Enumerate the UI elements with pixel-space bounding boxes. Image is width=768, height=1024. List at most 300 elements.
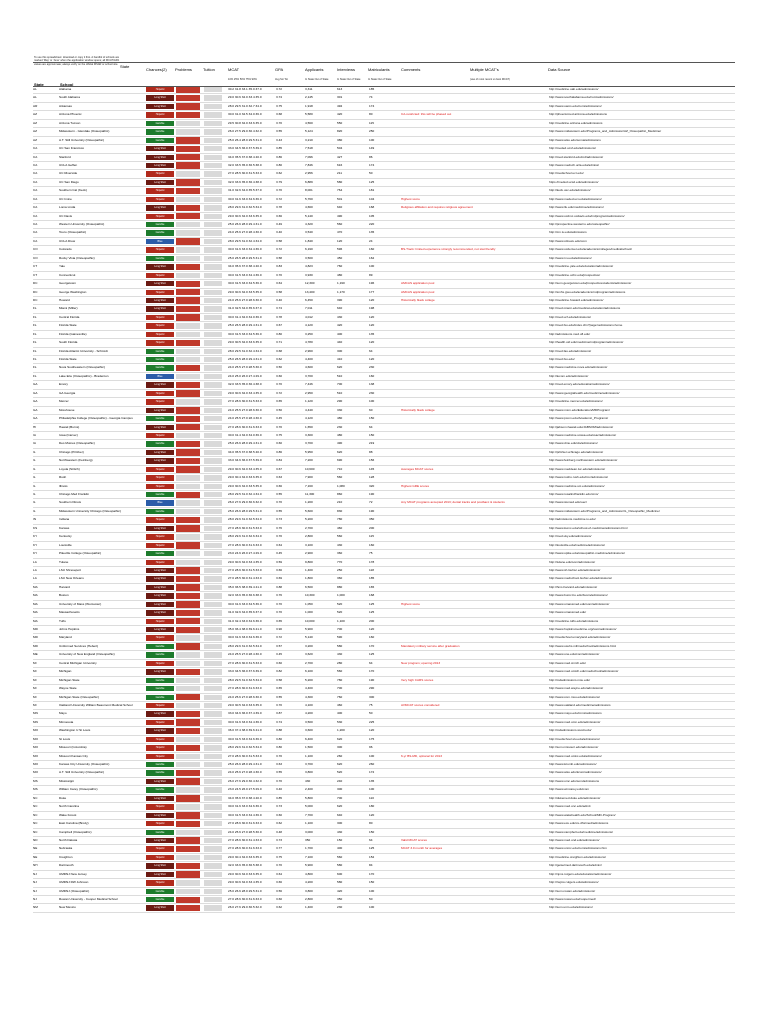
table-row[interactable]	[33, 820, 735, 828]
comments-cell	[401, 356, 469, 363]
data-source-link[interactable]: http://www.medsch.ucla.edu/admiss/	[549, 162, 600, 167]
table-row[interactable]	[33, 213, 735, 221]
table-row[interactable]	[33, 381, 735, 389]
matriculants-cell: 115	[369, 120, 374, 125]
table-row[interactable]	[33, 778, 735, 786]
table-row[interactable]	[33, 491, 735, 499]
state-cell: CA	[33, 213, 38, 218]
data-source-link[interactable]: http://meded.ucsf.edu/admissions/	[549, 146, 596, 151]
tuition-cell	[204, 104, 222, 109]
chance-status-badge: Long Shot	[146, 425, 174, 430]
applicants-cell: 1,700	[305, 846, 313, 851]
mcat-subheader: 10% 25% 50% 75% 90%	[228, 78, 257, 81]
data-source-link[interactable]: http://med.fau.edu/admissions/	[549, 348, 592, 353]
table-row[interactable]	[33, 457, 735, 465]
data-source-link[interactable]: http://www.pcom.edu/Academic_Programs/	[549, 416, 609, 421]
tuition-cell	[204, 880, 222, 885]
chance-status-badge: Gamble	[146, 686, 174, 691]
state-cell: KY	[33, 542, 38, 547]
data-source-link[interactable]: http://medicine.mercer.edu/admissions/	[549, 399, 603, 404]
data-source-link[interactable]: http://www.umassmed.edu/som/admissions/	[549, 601, 610, 606]
data-source-link[interactable]: http://louisville.edu/medicine/admissions/	[549, 542, 605, 547]
school-name-cell: Lake Erie (Osteopathic) - Bradenton	[59, 373, 109, 378]
data-source-link[interactable]: http://www.unmc.edu/com/admissions.htm	[549, 846, 607, 851]
table-row[interactable]	[33, 761, 735, 769]
table-row[interactable]	[33, 305, 735, 313]
table-row[interactable]	[33, 660, 735, 668]
table-row[interactable]	[33, 364, 735, 372]
col-header-state-flag: State	[120, 64, 130, 69]
data-source-link[interactable]: http://health.usf.edu/medicine/mdprogram/admissions/	[549, 340, 624, 345]
data-source-link[interactable]: http://www.bumc.bu.edu/busm/admissions/	[549, 593, 608, 598]
data-source-link[interactable]: http://med.stanford.edu/md/admissions/	[549, 154, 604, 159]
comments-cell: AVMCAT scores considered	[401, 702, 440, 707]
comments-cell	[401, 432, 469, 439]
data-source-link[interactable]: http://www.med.und.edu/admissions/	[549, 837, 600, 842]
state-cell: MA	[33, 610, 38, 615]
data-source-link[interactable]: http://www.umassmed.edu/	[549, 610, 587, 615]
data-source-link[interactable]: http://admissions.medicine.iu.edu/	[549, 517, 596, 522]
applicants-cell: 7,100	[305, 854, 313, 859]
data-source-link[interactable]: http://lecom.edu/admissions/	[549, 373, 589, 378]
chance-status-badge: Long Shot	[146, 872, 174, 877]
table-row[interactable]	[33, 137, 735, 145]
mcat-percentiles-cell: 32.0 33.6 35.0 36.6 38.0	[228, 593, 262, 598]
data-source-link[interactable]: http://hms.harvard.edu/admissions/	[549, 584, 598, 589]
table-row[interactable]	[33, 643, 735, 651]
table-row[interactable]	[33, 904, 735, 912]
data-source-link[interactable]: http://www.rvu.edu/admissions/	[549, 255, 592, 260]
table-row[interactable]	[33, 879, 735, 887]
data-source-link[interactable]: http://www.atsu.edu/soma/admissions	[549, 137, 601, 142]
chance-status-badge: Long Shot	[146, 669, 174, 674]
table-row[interactable]	[33, 272, 735, 280]
comments-cell: CA-restricted: this will be phased out	[401, 112, 452, 117]
table-row[interactable]	[33, 474, 735, 482]
table-row[interactable]	[33, 702, 735, 710]
interviews-cell: 490	[337, 213, 343, 218]
table-row[interactable]	[33, 238, 735, 246]
data-source-link[interactable]: http://www.atsu.edu/kcom/admissions/	[549, 770, 602, 775]
data-source-link[interactable]: http://www.msm.edu/Education/MDProgram/	[549, 407, 610, 412]
interviews-cell: 560	[337, 854, 343, 859]
interviews-cell: 460	[337, 702, 343, 707]
table-row[interactable]	[33, 609, 735, 617]
problems-cell	[176, 567, 200, 573]
table-row[interactable]	[33, 162, 735, 170]
tuition-cell	[204, 635, 222, 640]
comments-cell: Historically black college	[401, 407, 435, 412]
chance-status-badge: Long Shot	[146, 779, 174, 784]
data-source-link[interactable]: http://www.wakehealth.edu/School/MD-Program/	[549, 812, 616, 817]
data-source-link[interactable]: http://www.llu.edu/medicine/admissions/	[549, 205, 604, 210]
table-row[interactable]	[33, 567, 735, 575]
data-source-link[interactable]: http://www.meded.uci.edu/admissions/	[549, 196, 602, 201]
table-row[interactable]	[33, 559, 735, 567]
data-source-link[interactable]: http://www.feinberg.northwestern.edu/admissions/	[549, 458, 618, 463]
table-row[interactable]	[33, 719, 735, 727]
data-source-link[interactable]: http://www.med.umich.edu/medschool/admissions/	[549, 669, 619, 674]
data-source-link[interactable]: http://pritzker.uchicago.edu/admissions/	[549, 449, 604, 454]
data-source-link[interactable]: http://som.rowan.edu/admissions/	[549, 888, 596, 893]
data-source-link[interactable]: http://med.uky.edu/admissions/	[549, 534, 592, 539]
table-row[interactable]	[33, 575, 735, 583]
matriculants-cell: 100	[369, 399, 375, 404]
data-source-link[interactable]: http://medicine.howard.edu/admissions/	[549, 297, 604, 302]
table-row[interactable]	[33, 753, 735, 761]
matriculants-cell: 104	[369, 196, 375, 201]
table-row[interactable]	[33, 795, 735, 803]
matriculants-cell: 174	[369, 103, 375, 108]
data-source-link[interactable]: http://med.ucf.edu/admissions/	[549, 314, 591, 319]
table-row[interactable]	[33, 415, 735, 423]
applicants-cell: 5,900	[305, 627, 313, 631]
tuition-cell	[204, 560, 222, 565]
data-source-link[interactable]: http://www.campbell.edu/medicine/admissions/	[549, 829, 613, 834]
table-row[interactable]	[33, 229, 735, 237]
applicants-cell: 4,200	[305, 880, 313, 885]
instructions-note: To use this spreadsheet: download or copy it first. A handful of schools are marked 'May' or 'June' when the application window opens; all MCAT/GPA values are approximate; always verify on the official MSAR or school site.	[34, 56, 120, 66]
data-source-link[interactable]: http://geiselmed.dartmouth.edu/admin/	[549, 863, 602, 868]
table-row[interactable]	[33, 685, 735, 693]
table-row[interactable]	[33, 86, 735, 94]
table-row[interactable]	[33, 550, 735, 558]
data-source-link[interactable]: http://www.southalabama.edu/com/admissions/	[549, 95, 614, 100]
table-row[interactable]	[33, 499, 735, 507]
table-row[interactable]	[33, 390, 735, 398]
table-row[interactable]	[33, 280, 735, 288]
table-row[interactable]	[33, 322, 735, 330]
data-source-link[interactable]: http://www.hopkinsmedicine.org/som/admissions/	[549, 627, 617, 631]
interviews-cell: 501	[337, 196, 343, 201]
table-row[interactable]	[33, 398, 735, 406]
interviews-cell: 427	[337, 154, 343, 159]
problems-cell	[176, 289, 200, 295]
data-source-link[interactable]: http://keck.usc.edu/admission/	[549, 188, 591, 193]
table-row[interactable]	[33, 803, 735, 811]
school-name-cell: Connecticut	[59, 272, 76, 277]
table-row[interactable]	[33, 854, 735, 862]
data-source-link[interactable]: http://www.medschool.lsuhsc.edu/admissions/	[549, 576, 612, 581]
tuition-cell	[204, 298, 222, 303]
table-row[interactable]	[33, 339, 735, 347]
state-cell: MS	[33, 778, 38, 783]
data-source-link[interactable]: http://tulane.edu/som/admissions/	[549, 559, 596, 564]
tuition-cell	[204, 602, 222, 607]
table-row[interactable]	[33, 111, 735, 119]
data-source-link[interactable]: http://medschool.umaryland.edu/admissions/	[549, 635, 611, 640]
gpa-cell: 3.64	[276, 542, 283, 547]
table-row[interactable]	[33, 128, 735, 136]
interviews-cell: 300	[337, 787, 343, 792]
chance-status-badge: Hopeful	[146, 290, 174, 295]
table-row[interactable]	[33, 744, 735, 752]
data-source-link[interactable]: http://som.missouri.edu/admissions/	[549, 745, 599, 750]
interviews-cell: 560	[337, 669, 343, 674]
tuition-cell	[204, 838, 222, 843]
mcat-percentiles-cell: 27.0 28.5 30.0 31.5 33.0	[228, 171, 262, 176]
comments-cell	[401, 322, 469, 329]
data-source-link[interactable]: http://admissions.med.ufl.edu/	[549, 331, 591, 336]
chance-status-badge: Long Shot	[146, 593, 174, 598]
data-source-link[interactable]: http://www.cdrewu.edu/com	[549, 238, 587, 243]
table-row[interactable]	[33, 145, 735, 153]
table-row[interactable]	[33, 651, 735, 659]
comments-cell	[401, 829, 469, 836]
data-source-link[interactable]: http://www.georgiahealth.edu/medicine/admissions/	[549, 390, 620, 395]
table-row[interactable]	[33, 668, 735, 676]
matriculants-cell: 100	[369, 753, 375, 758]
data-source-link[interactable]: http://www.midwestern.edu/Programs_and_Admission/AZ_Osteopathic_Medicine/	[549, 129, 662, 134]
table-row[interactable]	[33, 255, 735, 263]
applicants-cell: 2,800	[305, 897, 313, 901]
applicants-cell: 7,200	[305, 458, 313, 463]
data-source-link[interactable]: http://smhs.gwu.edu/academics/mdprogram/admissions	[549, 289, 626, 294]
school-name-cell: Central Florida	[59, 314, 80, 319]
table-row[interactable]	[33, 483, 735, 491]
interviews-cell: 520	[337, 601, 343, 606]
table-row[interactable]	[33, 829, 735, 837]
data-source-link[interactable]: http://www.sh.lsuhsc.edu/admissions/	[549, 567, 601, 572]
interviews-cell: 550	[337, 120, 343, 125]
table-row[interactable]	[33, 314, 735, 322]
table-row[interactable]	[33, 634, 735, 642]
state-cell: AZ	[33, 112, 37, 117]
table-row[interactable]	[33, 466, 735, 474]
state-cell: FL	[33, 357, 37, 361]
chance-status-badge: Long Shot	[146, 104, 174, 109]
data-source-link[interactable]: http://www.rosalindfranklin.edu/cms/	[549, 492, 599, 496]
table-row[interactable]	[33, 592, 735, 600]
table-row[interactable]	[33, 677, 735, 685]
data-source-link[interactable]: https://meded.ucsd.edu/admissions/	[549, 179, 599, 184]
table-row[interactable]	[33, 373, 735, 381]
data-source-link[interactable]: http://mdadmissions.wustl.edu/	[549, 728, 592, 733]
problems-cell	[176, 686, 200, 691]
table-row[interactable]	[33, 204, 735, 212]
data-source-link[interactable]: http://med.emory.edu/education/admissions/	[549, 382, 610, 387]
school-name-cell: Maryland	[59, 635, 72, 640]
data-source-link[interactable]: http://www.meddean.luc.edu/admissions/	[549, 466, 606, 471]
table-row[interactable]	[33, 407, 735, 415]
table-row[interactable]	[33, 736, 735, 744]
table-row[interactable]	[33, 584, 735, 592]
data-source-link[interactable]: http://dukemed.duke.edu/admissions/	[549, 795, 601, 800]
gpa-cell: 3.76	[276, 593, 283, 598]
data-source-link[interactable]: http://som.unm.edu/admissions/	[549, 905, 593, 910]
table-row[interactable]	[33, 432, 735, 440]
data-source-link[interactable]: http://med.fsu.edu/	[549, 357, 575, 361]
table-row[interactable]	[33, 297, 735, 305]
applicants-cell: 5,950	[305, 449, 313, 454]
table-row[interactable]	[33, 618, 735, 626]
school-name-cell: UMDNJ (Osteopathic)	[59, 888, 90, 893]
data-source-link[interactable]: http://rwjms.rutgers.edu/admissions/	[549, 880, 599, 885]
data-source-link[interactable]: http://prospective.westernu.edu/osteopathic/	[549, 222, 610, 226]
data-source-link[interactable]: http://www.medicine.nova.edu/admissions/	[549, 365, 608, 370]
table-row[interactable]	[33, 626, 735, 634]
data-source-link[interactable]: http://www.wmcarey.edu/com	[549, 787, 590, 792]
problems-cell	[176, 222, 200, 227]
table-row[interactable]	[33, 769, 735, 777]
data-source-link[interactable]: http://medicine.uab.edu/admissions/	[549, 87, 599, 91]
data-source-link[interactable]: http://www.siumed.edu/oec/	[549, 500, 587, 505]
interviews-cell: 600	[337, 871, 343, 876]
gpa-cell: 3.69	[276, 576, 283, 581]
data-source-link[interactable]: http://www.kumc.edu/school-of-medicine/admissions.html	[549, 525, 628, 530]
data-source-link[interactable]: http://medschool.slu.edu/admissions/	[549, 736, 600, 741]
mcat-percentiles-cell: 29.0 30.5 32.0 33.6 35.0	[228, 340, 262, 345]
table-row[interactable]	[33, 845, 735, 853]
table-row[interactable]	[33, 601, 735, 609]
data-source-link[interactable]: http://www.mayo.edu/mms/admissions	[549, 711, 602, 716]
table-row[interactable]	[33, 356, 735, 364]
data-source-link[interactable]: http://medschool.ucr.edu/	[549, 171, 584, 176]
table-row[interactable]	[33, 888, 735, 896]
table-row[interactable]	[33, 786, 735, 794]
table-row[interactable]	[33, 837, 735, 845]
data-source-link[interactable]: http://mdadmissions.msu.edu/	[549, 677, 591, 682]
problems-cell	[176, 390, 200, 396]
data-source-link[interactable]: http://www.rowan.edu/coopermed/	[549, 897, 596, 901]
mcat-percentiles-cell: 36.0 37.4 38.0 39.6 41.0	[228, 728, 262, 733]
table-row[interactable]	[33, 516, 735, 524]
table-row[interactable]	[33, 187, 735, 195]
data-source-link[interactable]: http://www.upike.edu/osteopathic-medicine/admissions/	[549, 551, 625, 556]
table-row[interactable]	[33, 533, 735, 541]
interviews-cell: 1,170	[337, 289, 345, 294]
table-row[interactable]	[33, 94, 735, 102]
table-row[interactable]	[33, 348, 735, 356]
table-row[interactable]	[33, 710, 735, 718]
data-source-link[interactable]: http://www.une.edu/com/admissions/	[549, 652, 600, 657]
table-row[interactable]	[33, 424, 735, 432]
interviews-cell: 330	[337, 407, 343, 412]
tuition-cell	[204, 450, 222, 455]
data-source-link[interactable]: http://www.dmu.edu/do/admissions/	[549, 441, 598, 446]
table-row[interactable]	[33, 449, 735, 457]
table-row[interactable]	[33, 196, 735, 204]
school-name-cell: Dartmouth	[59, 863, 74, 868]
col-header-multiple-mcat: Multiple MCAT's	[470, 67, 499, 72]
mcat-percentiles-cell: 29.5 30.8 32.0 33.6 35.0	[228, 120, 262, 125]
state-cell: GA	[33, 416, 38, 421]
data-source-link[interactable]: http://med.miami.edu/medical-education/admissions	[549, 306, 621, 311]
gpa-cell: 3.72	[276, 390, 283, 395]
data-source-link[interactable]: http://med.fsu.edu/index.cfm?page=admissions.home	[549, 323, 623, 328]
data-source-link[interactable]: http://www.med.umkc.edu/admissions/	[549, 753, 602, 758]
data-source-link[interactable]: http://medicine.creighton.edu/admissions/	[549, 854, 606, 859]
tuition-cell	[204, 703, 222, 708]
data-source-link[interactable]: http://www.ucdenver.edu/academics/colleges/medicalschool/	[549, 247, 632, 252]
school-name-cell: Indiana	[59, 517, 70, 522]
mcat-percentiles-cell: 31.0 32.5 34.0 35.6 37.0	[228, 306, 262, 311]
data-source-link[interactable]: http://som.georgetown.edu/prospectivestudents/admissions/	[549, 281, 632, 286]
table-row[interactable]	[33, 120, 735, 128]
data-source-link[interactable]: http://www.uams.edu/com/admissions/	[549, 103, 602, 108]
data-source-link[interactable]: http://jabsom.hawaii.edu/JABSOM/admissions/	[549, 424, 614, 429]
data-source-link[interactable]: http://www.ucdmc.ucdavis.edu/mdprogram/admissions/	[549, 213, 625, 218]
table-row[interactable]	[33, 542, 735, 550]
table-row[interactable]	[33, 871, 735, 879]
data-source-link[interactable]: http://phoenixmed.arizona.edu/admissions	[549, 112, 607, 117]
chance-status-badge: Hopeful	[146, 323, 174, 328]
table-row[interactable]	[33, 694, 735, 702]
applicants-cell: 2,956	[305, 171, 313, 176]
applicants-cell: 4,800	[305, 871, 313, 876]
table-row[interactable]	[33, 246, 735, 254]
mcat-percentiles-cell: 32.0 33.5 35.0 36.4 38.0	[228, 382, 262, 387]
table-row[interactable]	[33, 331, 735, 339]
table-row[interactable]	[33, 508, 735, 516]
school-name-cell: Georgetown	[59, 281, 76, 286]
mcat-percentiles-cell: 30.0 31.4 32.0 34.0 36.0	[228, 432, 262, 437]
data-source-link[interactable]: http://www.umc.edu/som/admissions	[549, 778, 600, 783]
data-source-link[interactable]: http://medicine.yale.edu/education/admissions/	[549, 264, 614, 269]
mcat-percentiles-cell: 27.0 28.6 30.0 31.5 33.0	[228, 660, 262, 665]
table-row[interactable]	[33, 289, 735, 297]
tuition-cell	[204, 695, 222, 700]
gpa-cell: 3.77	[276, 846, 283, 851]
interviews-cell: 520	[337, 770, 343, 775]
data-source-link[interactable]: http://www.com.msu.edu/admissions/	[549, 694, 600, 699]
data-source-link[interactable]: http://www.medicine.uic.edu/admissions/	[549, 483, 605, 488]
table-row[interactable]	[33, 812, 735, 820]
data-source-link[interactable]: http://cm.tu.edu/admissions	[549, 230, 587, 235]
comments-cell	[401, 559, 469, 566]
data-source-link[interactable]: http://www.usuhs.mil/medschool/admissions.html	[549, 643, 617, 648]
interviews-cell: 510	[337, 390, 343, 395]
table-row[interactable]	[33, 103, 735, 111]
table-row[interactable]	[33, 440, 735, 448]
table-row[interactable]	[33, 170, 735, 178]
matriculants-cell: 100	[369, 137, 375, 142]
data-source-link[interactable]: http://www.med.umn.edu/admissions/	[549, 719, 601, 724]
table-row[interactable]	[33, 525, 735, 533]
data-source-link[interactable]: http://njms.rutgers.edu/education/admissions/	[549, 871, 612, 876]
data-source-link[interactable]: http://medicine.uchc.edu/prospective/	[549, 272, 601, 277]
data-source-link[interactable]: http://www.oakland.edu/medicine/admissions	[549, 702, 611, 707]
table-row[interactable]	[33, 221, 735, 229]
interviews-cell: 1,000	[337, 593, 345, 598]
tuition-cell	[204, 399, 222, 404]
data-source-link[interactable]: http://medicine.tufts.edu/admissions	[549, 618, 599, 623]
table-row[interactable]	[33, 179, 735, 187]
school-name-cell: Florida (Gainesville)	[59, 331, 87, 336]
data-source-link[interactable]: http://www.ecu.edu/cs-dhs/med/admissions	[549, 821, 609, 826]
table-row[interactable]	[33, 154, 735, 162]
gpa-cell: 3.66	[276, 880, 283, 885]
data-source-link[interactable]: http://www.med.wayne.edu/admissions/	[549, 686, 604, 691]
data-source-link[interactable]: http://www.kcumb.edu/admissions/	[549, 762, 597, 766]
table-row[interactable]	[33, 727, 735, 735]
matriculants-cell: 150	[369, 432, 375, 437]
interviews-cell: 300	[337, 821, 343, 826]
data-source-link[interactable]: http://www.med.unc.edu/admit	[549, 804, 591, 809]
data-source-link[interactable]: http://www.medicine.uiowa.edu/osac/admissions/	[549, 432, 617, 437]
data-source-link[interactable]: http://medicine.arizona.edu/admissions	[549, 120, 603, 125]
tuition-cell	[204, 290, 222, 295]
data-source-link[interactable]: http://www.med.cmich.edu/	[549, 660, 586, 665]
applicants-cell: 3,700	[305, 441, 313, 446]
data-source-link[interactable]: http://www.midwestern.edu/Programs_and_Admission/IL_Osteopathic_Medicine/	[549, 508, 660, 513]
interviews-cell: 560	[337, 534, 343, 539]
table-row[interactable]	[33, 862, 735, 870]
table-row[interactable]	[33, 896, 735, 904]
school-name-cell: Florida Atlantic University - Schmidt	[59, 348, 108, 353]
table-row[interactable]	[33, 263, 735, 271]
data-source-link[interactable]: http://www.rushu.rush.edu/rmc/admissions/	[549, 475, 608, 480]
